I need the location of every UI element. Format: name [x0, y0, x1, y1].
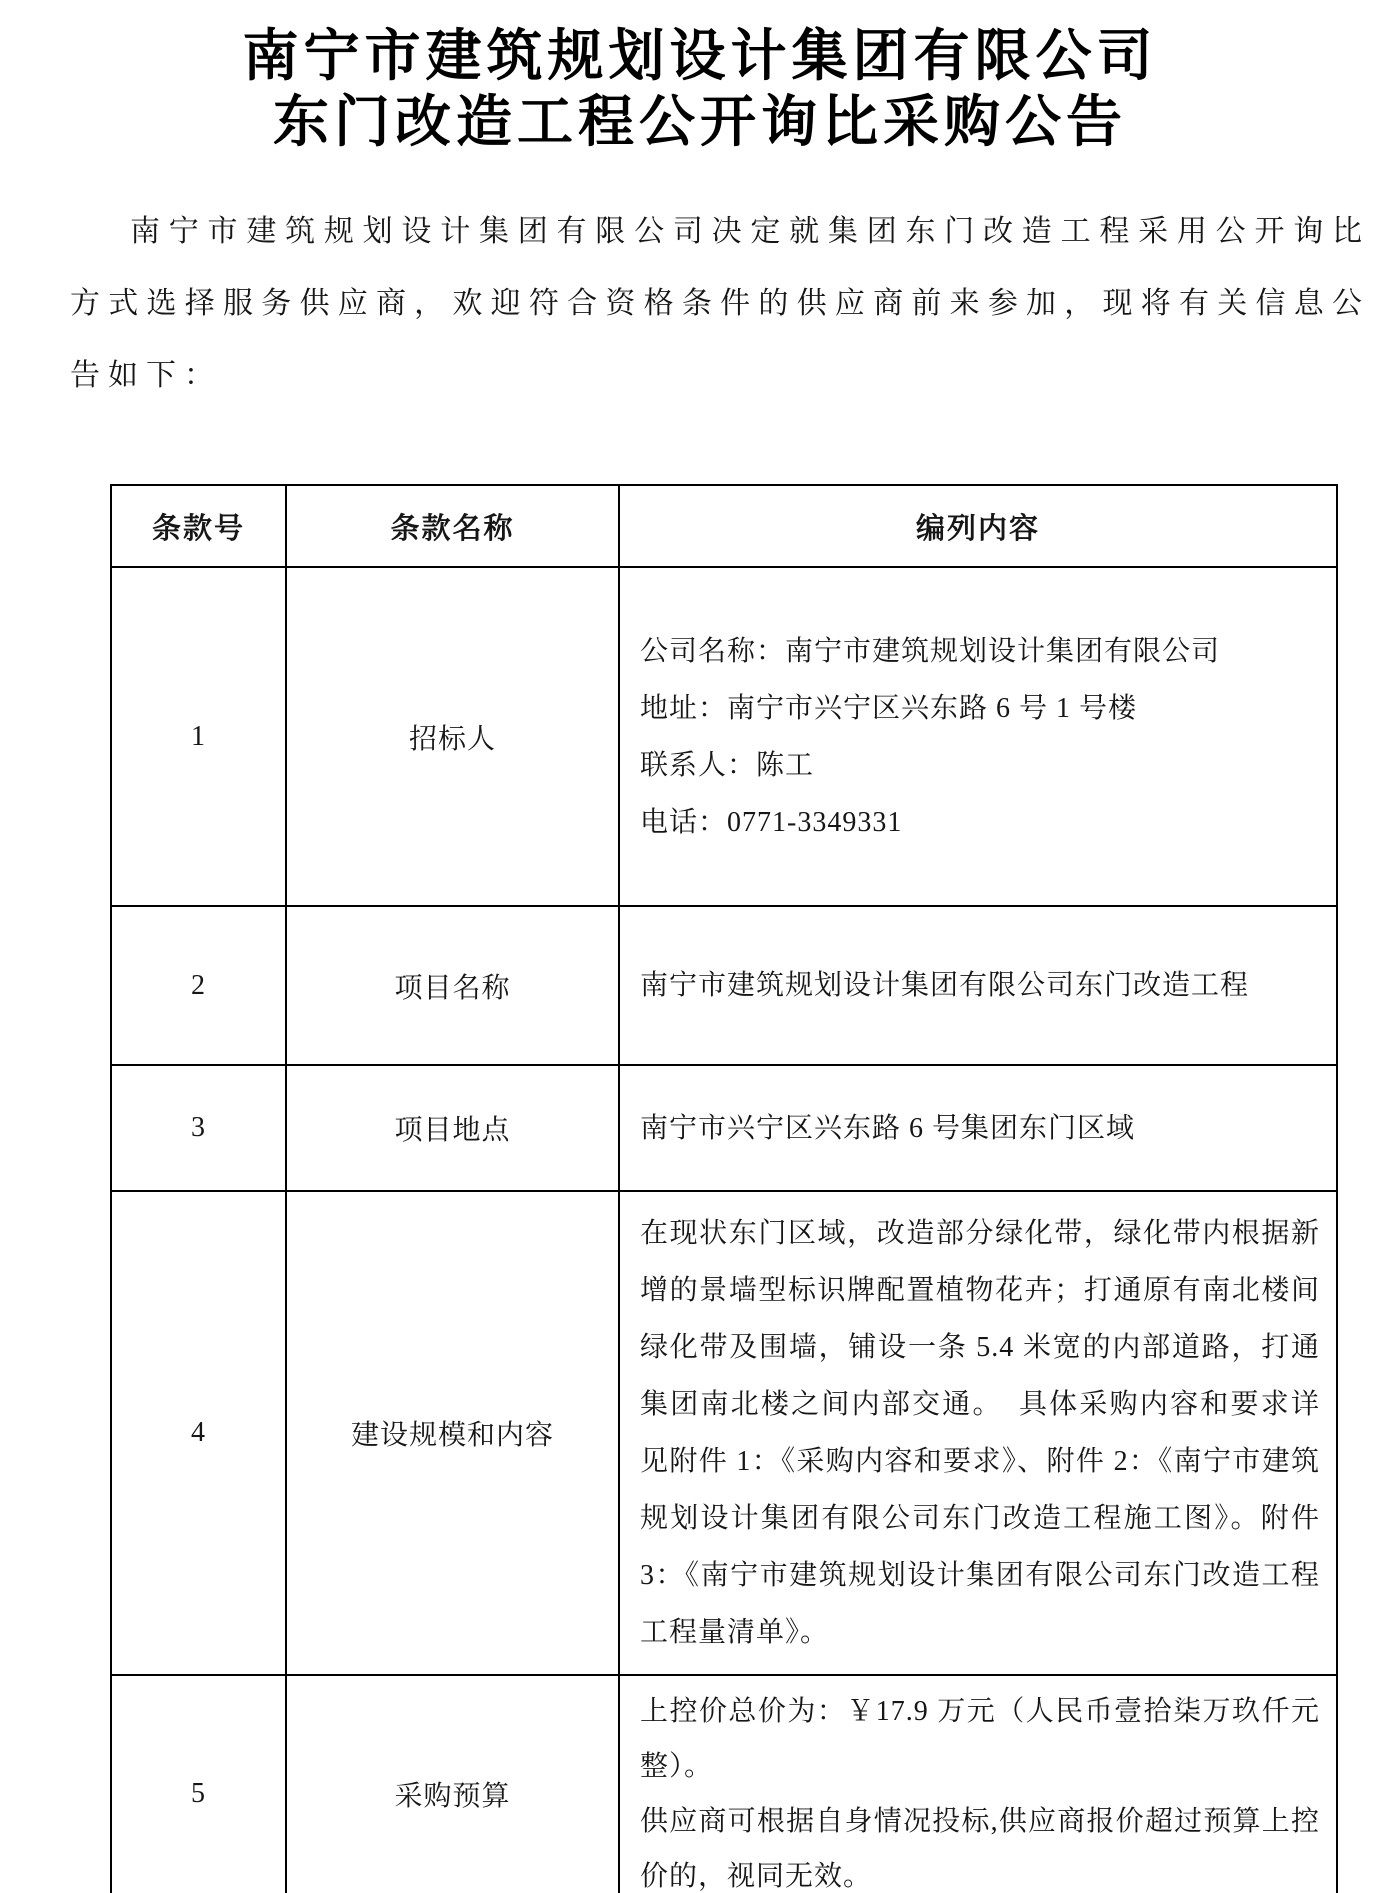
title-line-1: 南宁市建筑规划设计集团有限公司: [242, 26, 1158, 88]
content-line: 上控价总价为：￥17.9 万元（人民币壹拾柒万玖仟元整）。: [640, 1696, 1320, 1782]
content-line: 在现状东门区域，改造部分绿化带，绿化带内根据新增的景墙型标识牌配置植物花卉；打通原有南北楼间绿化带及围墙，铺设一条 5.4 米宽的内部道路，打通集团南北楼之间内部交通。 具体采购内容和要求详见附件 1：《采购内容和要求》、附件 2：《南宁市建筑规划设计集团有限公司东门改造工程施工图》。附件 3：《南宁市建筑规划设计集团有限公司东门改造工程工程量清单》。: [640, 1218, 1320, 1648]
clause-content: [619, 906, 1337, 1065]
clauses-table: [110, 484, 1338, 1893]
clause-number: 3: [111, 1065, 286, 1191]
table-header-row: [111, 485, 1337, 567]
clause-name: 采购预算: [286, 1675, 619, 1893]
intro-paragraph: 南宁市建筑规划设计集团有限公司决定就集团东门改造工程采用公开询比方式选择服务供应商，欢迎符合资格条件的供应商前来参加，现将有关信息公告如下：: [70, 215, 1370, 392]
header-content: 编列内容: [619, 485, 1337, 567]
table-row: [111, 567, 1337, 906]
clause-content: [619, 1065, 1337, 1191]
clause-content: [619, 1675, 1337, 1893]
content-line: 南宁市兴宁区兴东路 6 号集团东门区域: [640, 1112, 1136, 1144]
document-title: [0, 0, 1400, 156]
clause-name: 项目名称: [286, 906, 619, 1065]
clause-name: 招标人: [286, 567, 619, 906]
table-row: [111, 1065, 1337, 1191]
content-line: 电话：0771-3349331: [640, 806, 903, 838]
table-row: [111, 1191, 1337, 1675]
table-row: [111, 1675, 1337, 1893]
clause-name: 建设规模和内容: [286, 1191, 619, 1675]
clause-content: [619, 1191, 1337, 1675]
clause-name: 项目地点: [286, 1065, 619, 1191]
header-clause-name: 条款名称: [286, 485, 619, 567]
clause-number: 1: [111, 567, 286, 906]
content-line: 公司名称：南宁市建筑规划设计集团有限公司: [640, 635, 1221, 667]
clause-content: [619, 567, 1337, 906]
clause-number: 5: [111, 1675, 286, 1893]
content-line: 地址：南宁市兴宁区兴东路 6 号 1 号楼: [640, 692, 1138, 724]
content-line: 供应商可根据自身情况投标,供应商报价超过预算上控价的，视同无效。: [640, 1806, 1320, 1892]
clause-number: 2: [111, 906, 286, 1065]
clause-number: 4: [111, 1191, 286, 1675]
content-line: 南宁市建筑规划设计集团有限公司东门改造工程: [640, 970, 1250, 1001]
table-row: [111, 906, 1337, 1065]
title-line-2: 东门改造工程公开询比采购公告: [273, 92, 1127, 154]
header-clause-number: 条款号: [111, 485, 286, 567]
content-line: 联系人：陈工: [640, 749, 815, 781]
